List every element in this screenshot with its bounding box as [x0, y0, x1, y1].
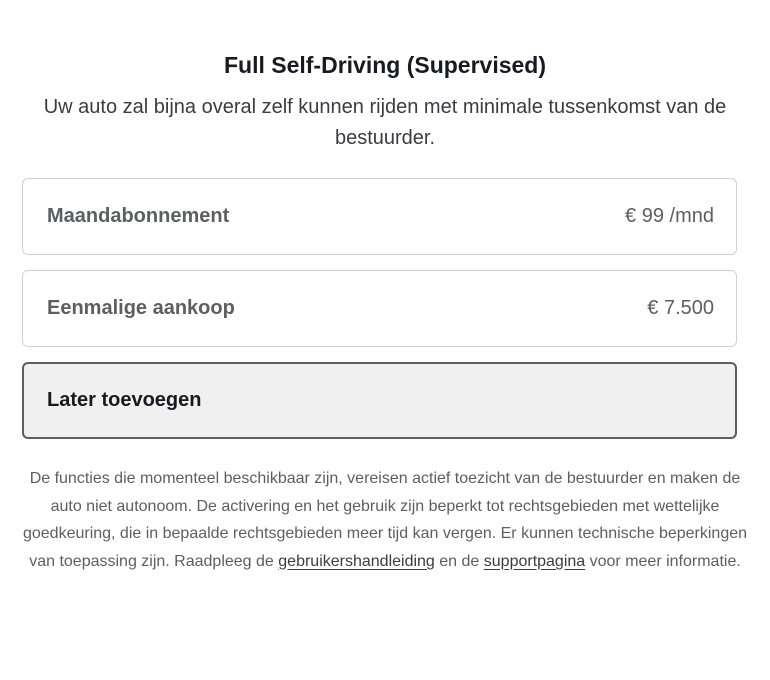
disclaimer: [20, 465, 750, 575]
option-price: € 7.500: [647, 297, 714, 319]
option-label: Later toevoegen: [47, 389, 202, 411]
page-title: Full Self-Driving (Supervised): [223, 52, 547, 78]
option-monthly-subscription[interactable]: [22, 178, 737, 255]
option-price: € 99 /mnd: [625, 205, 714, 227]
support-page-link[interactable]: supportpagina: [483, 552, 586, 570]
option-one-time-purchase[interactable]: [22, 270, 737, 347]
disclaimer-text: voor meer informatie.: [585, 552, 741, 570]
page-subtitle: Uw auto zal bijna overal zelf kunnen rijden met minimale tussenkomst van de bestuurder.: [43, 96, 727, 149]
option-label: Eenmalige aankoop: [47, 297, 235, 319]
option-label: Maandabonnement: [47, 205, 230, 227]
option-add-later[interactable]: [22, 362, 737, 439]
user-manual-link[interactable]: gebruikershandleiding: [278, 552, 435, 570]
disclaimer-text: De functies die momenteel beschikbaar zijn, vereisen actief toezicht van de bestuurder en maken de auto niet autonoom. De activering en het gebruik zijn beperkt tot rechtsgebieden met wettelijke goedkeuring, die in bepaalde rechtsgebieden meer tijd kan vergen. Er kunnen technische beperkingen van toepassing zijn. Raadpleeg de: [22, 470, 748, 570]
disclaimer-text: en de: [434, 552, 484, 570]
